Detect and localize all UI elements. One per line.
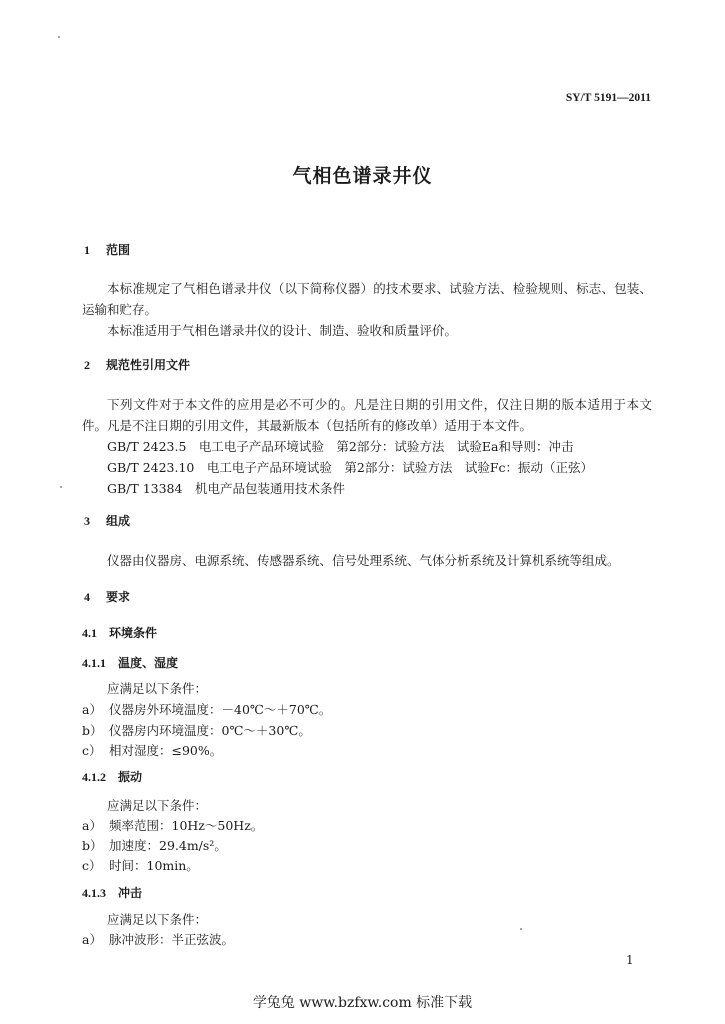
item-label: a） [82, 702, 102, 717]
subsection-title: 冲击 [118, 886, 143, 900]
item-text: 相对湿度：≤90%。 [109, 743, 223, 758]
reference-item: GB/T 2423.5 电工电子产品环境试验 第2部分：试验方法 试验Ea和导则：冲击 [107, 439, 574, 454]
list-item [82, 720, 311, 741]
item-text: 时间：10min。 [109, 858, 199, 873]
section-number: 3 [84, 514, 90, 528]
item-label: a） [82, 818, 102, 833]
item-label: b） [82, 723, 103, 738]
section-1-para-1: 本标准规定了气相色谱录井仪（以下简称仪器）的技术要求、试验方法、检验规则、标志、包装、运输和贮存。 [82, 281, 652, 317]
section-number: 1 [84, 243, 90, 257]
subsection-number: 4.1.2 [82, 770, 106, 784]
conditions-intro: 应满足以下条件： [107, 681, 208, 696]
section-2-heading [84, 356, 190, 373]
subsection-4-1-heading [82, 624, 157, 641]
scan-speck [58, 36, 60, 38]
item-text: 仪器房内环境温度：0℃～＋30℃。 [109, 723, 311, 738]
item-text: 脉冲波形：半正弦波。 [109, 932, 235, 947]
section-title: 规范性引用文件 [106, 358, 191, 372]
document-title: 气相色谱录井仪 [292, 165, 433, 187]
item-label: c） [82, 743, 102, 758]
item-label: a） [82, 932, 102, 947]
item-text: 仪器房外环境温度：－40℃～＋70℃。 [109, 702, 332, 717]
subsection-title: 环境条件 [109, 626, 158, 640]
subsection-number: 4.1.3 [82, 886, 106, 900]
list-item [82, 929, 234, 950]
subsection-title: 温度、湿度 [118, 656, 179, 670]
subsection-4-1-2-heading [82, 768, 142, 785]
section-4-heading [84, 588, 130, 605]
list-item [82, 699, 331, 720]
item-label: b） [82, 838, 103, 853]
list-item [82, 740, 222, 761]
section-2-para-1: 下列文件对于本文件的应用是必不可少的。凡是注日期的引用文件，仅注日期的版本适用于本文件。凡是不注日期的引用文件，其最新版本（包括所有的修改单）适用于本文件。 [82, 397, 652, 433]
list-item [82, 855, 199, 876]
section-3-heading [84, 512, 130, 529]
section-number: 2 [84, 358, 90, 372]
standard-number: SY/T 5191—2011 [565, 92, 651, 104]
reference-item: GB/T 2423.10 电工电子产品环境试验 第2部分：试验方法 试验Fc：振动（正弦） [107, 460, 594, 475]
page-number: 1 [626, 953, 634, 967]
section-1-para-2: 本标准适用于气相色谱录井仪的设计、制造、验收和质量评价。 [107, 323, 458, 338]
item-text: 加速度：29.4m/s²。 [109, 838, 227, 853]
section-title: 范围 [106, 243, 131, 257]
subsection-title: 振动 [118, 770, 143, 784]
subsection-4-1-3-heading [82, 884, 142, 901]
section-title: 要求 [106, 590, 131, 604]
section-number: 4 [84, 590, 90, 604]
section-title: 组成 [106, 514, 131, 528]
conditions-intro: 应满足以下条件： [107, 912, 208, 927]
footer-watermark: 学兔兔 www.bzfxw.com 标准下载 [252, 995, 473, 1011]
scan-speck [520, 928, 522, 930]
list-item [82, 815, 263, 836]
subsection-4-1-1-heading [82, 654, 178, 671]
subsection-number: 4.1.1 [82, 656, 106, 670]
scan-speck [60, 486, 62, 488]
section-1-heading [84, 241, 130, 258]
reference-item: GB/T 13384 机电产品包装通用技术条件 [107, 481, 345, 496]
section-3-para-1: 仪器由仪器房、电源系统、传感器系统、信号处理系统、气体分析系统及计算机系统等组成。 [107, 553, 620, 568]
item-text: 频率范围：10Hz～50Hz。 [109, 818, 264, 833]
subsection-number: 4.1 [82, 626, 97, 640]
item-label: c） [82, 858, 102, 873]
conditions-intro: 应满足以下条件： [107, 798, 208, 813]
list-item [82, 835, 227, 856]
